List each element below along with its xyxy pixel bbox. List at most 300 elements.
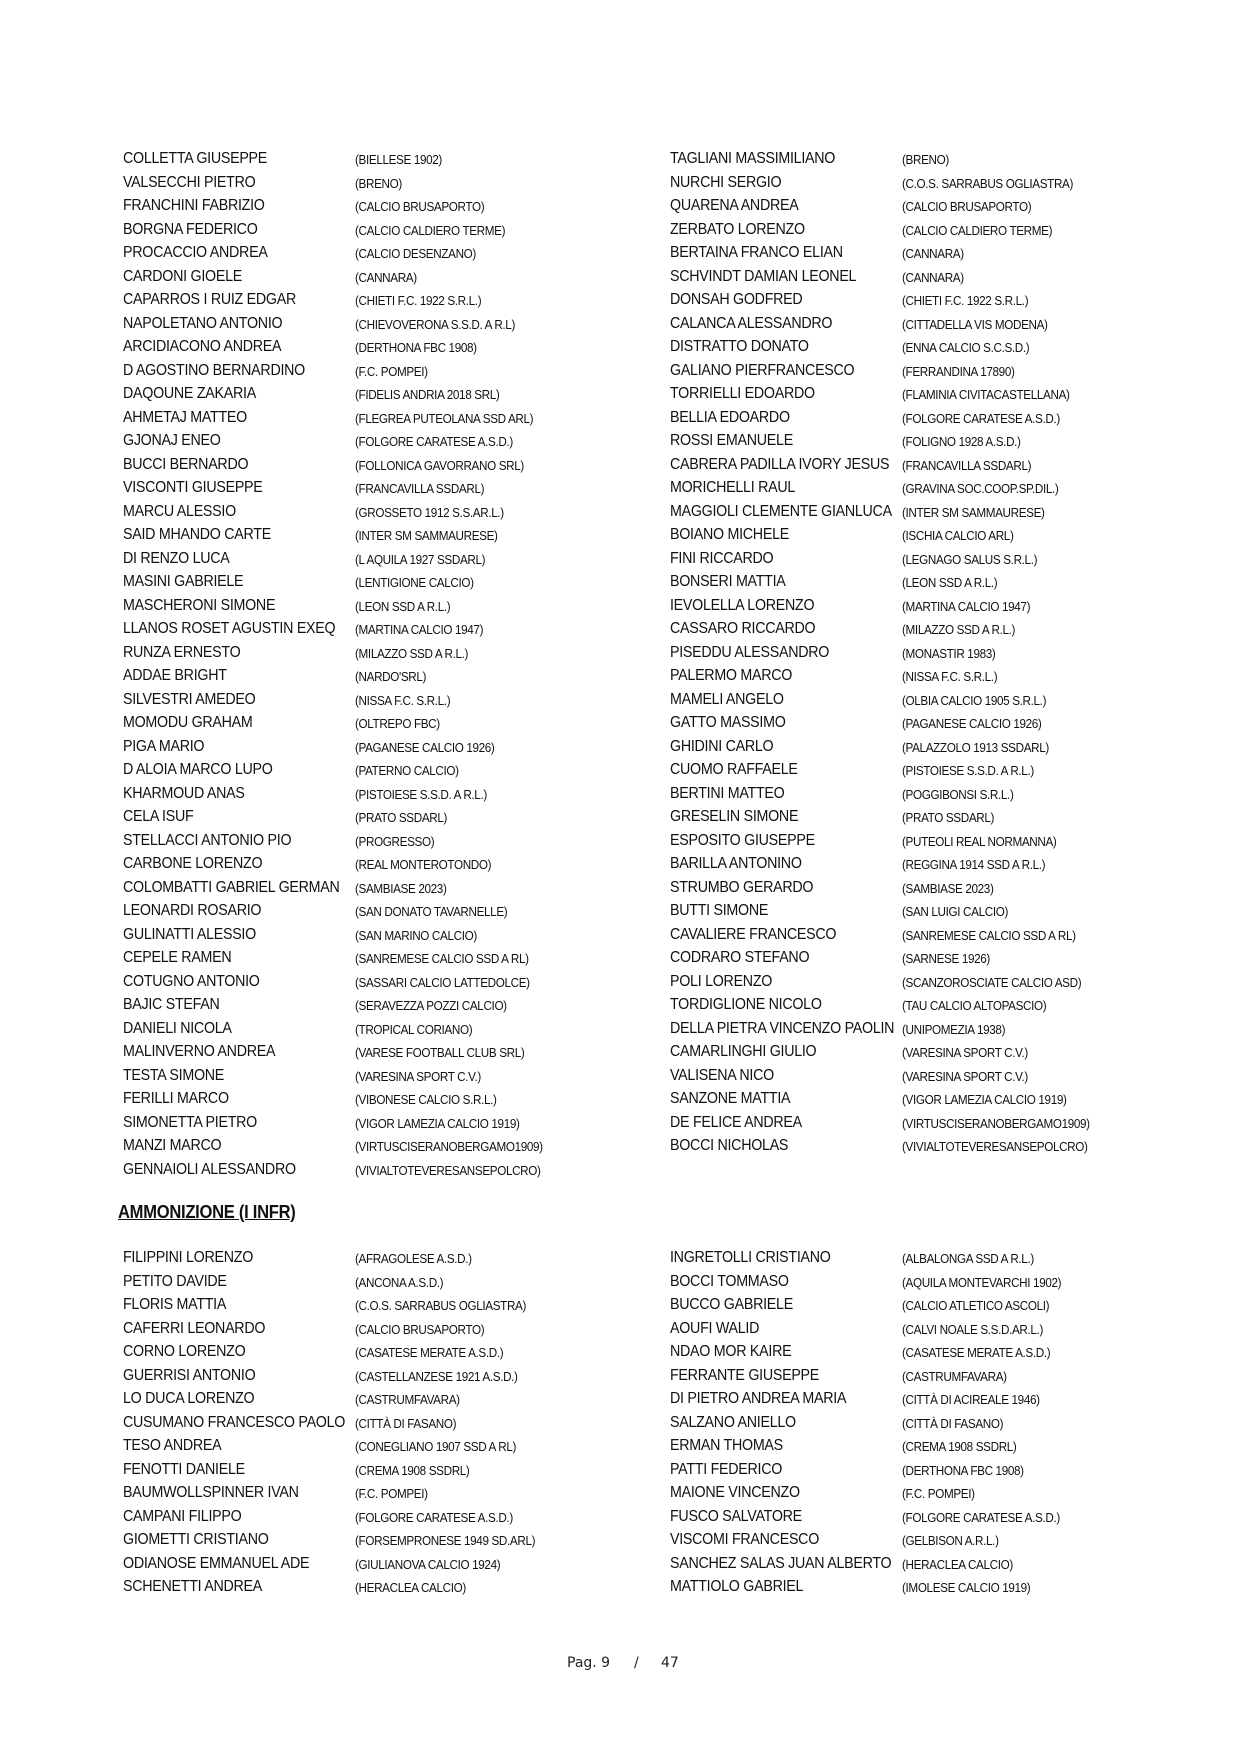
list-item: [670, 994, 1210, 1018]
club-name: (DERTHONA FBC 1908): [902, 1462, 1024, 1478]
player-name: D AGOSTINO BERNARDINO: [123, 361, 305, 379]
player-name: NDAO MOR KAIRE: [670, 1343, 792, 1360]
club-name: (MARTINA CALCIO 1947): [902, 598, 1031, 614]
club-name: (SANREMESE CALCIO SSD A RL): [902, 927, 1076, 943]
player-name: VISCOMI FRANCESCO: [670, 1531, 820, 1548]
club-name: (OLTREPO FBC): [355, 716, 440, 731]
list-item: [123, 571, 663, 595]
club-name: (CANNARA): [902, 246, 964, 261]
club-name: (SAN DONATO TAVARNELLE): [355, 904, 508, 919]
club-name: (LEGNAGO SALUS S.R.L.): [902, 551, 1038, 567]
list-item: [670, 1341, 1210, 1365]
club-name: (NISSA F.C. S.R.L.): [902, 669, 998, 684]
list-item: [123, 947, 663, 971]
player-name: MALINVERNO ANDREA: [123, 1043, 276, 1060]
player-name: CUOMO RAFFAELE: [670, 761, 798, 778]
player-name: SANCHEZ SALAS JUAN ALBERTO: [670, 1554, 892, 1572]
list-item: [670, 1294, 1210, 1318]
list-item: [123, 242, 663, 266]
club-name: (HERACLEA CALCIO): [902, 1556, 1013, 1572]
player-name: NAPOLETANO ANTONIO: [123, 314, 283, 332]
player-name: MAIONE VINCENZO: [670, 1484, 800, 1501]
player-name: BARILLA ANTONINO: [670, 855, 802, 872]
player-name: CASSARO RICCARDO: [670, 620, 816, 637]
player-name: BORGNA FEDERICO: [123, 220, 258, 238]
club-name: (C.O.S. SARRABUS OGLIASTRA): [355, 1298, 527, 1313]
club-name: (GIULIANOVA CALCIO 1924): [355, 1556, 501, 1572]
player-name: DELLA PIETRA VINCENZO PAOLIN: [670, 1019, 895, 1037]
player-name: PALERMO MARCO: [670, 667, 793, 684]
list-item: [670, 1247, 1210, 1271]
list-item: [670, 360, 1210, 384]
list-item: [670, 1506, 1210, 1530]
club-name: (PROGRESSO): [355, 833, 435, 849]
list-item: [123, 1365, 663, 1389]
player-name: MARCU ALESSIO: [123, 502, 236, 520]
player-name: PROCACCIO ANDREA: [123, 244, 268, 261]
player-name: MANZI MARCO: [123, 1137, 222, 1154]
player-name: DONSAH GODFRED: [670, 291, 803, 308]
list-item: [670, 383, 1210, 407]
list-item: [123, 1112, 663, 1136]
list-item: [670, 1112, 1210, 1136]
player-name: VISCONTI GIUSEPPE: [123, 479, 263, 496]
player-name: BOCCI TOMMASO: [670, 1272, 789, 1290]
club-name: (CASTELLANZESE 1921 A.S.D.): [355, 1368, 518, 1384]
list-item: [123, 219, 663, 243]
club-name: (PRATO SSDARL): [355, 810, 448, 825]
list-item: [123, 1412, 663, 1436]
player-name: GULINATTI ALESSIO: [123, 925, 256, 943]
club-name: (L AQUILA 1927 SSDARL): [355, 551, 486, 567]
list-item: [670, 1459, 1210, 1483]
player-name: BOCCI NICHOLAS: [670, 1137, 789, 1154]
player-name: CALANCA ALESSANDRO: [670, 314, 833, 332]
club-name: (DERTHONA FBC 1908): [355, 340, 477, 355]
player-name: PETITO DAVIDE: [123, 1272, 227, 1290]
player-name: DI PIETRO ANDREA MARIA: [670, 1390, 847, 1407]
club-name: (CONEGLIANO 1907 SSD A RL): [355, 1439, 517, 1454]
list-item: [123, 971, 663, 995]
player-name: LLANOS ROSET AGUSTIN EXEQ: [123, 620, 336, 637]
club-name: (IMOLESE CALCIO 1919): [902, 1580, 1031, 1595]
club-name: (LEON SSD A R.L.): [902, 575, 998, 590]
player-name: BUCCO GABRIELE: [670, 1296, 793, 1313]
player-name: DAQOUNE ZAKARIA: [123, 385, 256, 402]
list-item: [670, 195, 1210, 219]
list-item: [123, 665, 663, 689]
club-name: (SAMBIASE 2023): [902, 880, 994, 896]
list-item: [123, 289, 663, 313]
club-name: (AQUILA MONTEVARCHI 1902): [902, 1274, 1062, 1290]
list-item: [670, 571, 1210, 595]
player-name: FRANCHINI FABRIZIO: [123, 197, 265, 214]
player-name: PIGA MARIO: [123, 737, 205, 755]
club-name: (HERACLEA CALCIO): [355, 1580, 466, 1595]
player-name: SCHVINDT DAMIAN LEONEL: [670, 267, 857, 285]
list-item: [123, 736, 663, 760]
list-item: [670, 971, 1210, 995]
list-item: [123, 1294, 663, 1318]
player-name: CARDONI GIOELE: [123, 267, 242, 285]
player-name: MAGGIOLI CLEMENTE GIANLUCA: [670, 502, 892, 520]
list-item: [670, 1553, 1210, 1577]
list-item: [670, 689, 1210, 713]
page-number: Pag. 9: [567, 1655, 611, 1671]
player-name: DI RENZO LUCA: [123, 549, 230, 567]
list-item: [670, 1529, 1210, 1553]
list-item: [123, 1159, 663, 1183]
club-name: (CALCIO CALDIERO TERME): [355, 222, 506, 238]
player-name: POLI LORENZO: [670, 972, 773, 990]
club-name: (CANNARA): [902, 269, 964, 285]
list-item: [670, 783, 1210, 807]
club-name: (CASATESE MERATE A.S.D.): [355, 1345, 504, 1360]
player-name: IEVOLELLA LORENZO: [670, 596, 815, 614]
club-name: (OLBIA CALCIO 1905 S.R.L.): [902, 692, 1047, 708]
club-name: (FLEGREA PUTEOLANA SSD ARL): [355, 410, 534, 426]
club-name: (MONASTIR 1983): [902, 645, 996, 661]
player-name: KHARMOUD ANAS: [123, 784, 245, 802]
list-item: [670, 642, 1210, 666]
club-name: (MARTINA CALCIO 1947): [355, 622, 484, 637]
club-name: (ENNA CALCIO S.C.S.D.): [902, 340, 1030, 355]
list-item: [123, 1459, 663, 1483]
player-name: FILIPPINI LORENZO: [123, 1249, 254, 1266]
player-name: TORRIELLI EDOARDO: [670, 385, 815, 402]
player-name: LO DUCA LORENZO: [123, 1390, 255, 1407]
list-item: [670, 148, 1210, 172]
club-name: (TAU CALCIO ALTOPASCIO): [902, 998, 1047, 1013]
list-item: [670, 1482, 1210, 1506]
list-item: [123, 1247, 663, 1271]
club-name: (SAN MARINO CALCIO): [355, 927, 477, 943]
club-name: (PATERNO CALCIO): [355, 763, 459, 778]
list-item: [670, 924, 1210, 948]
player-name: FUSCO SALVATORE: [670, 1507, 802, 1525]
player-name: MOMODU GRAHAM: [123, 714, 253, 731]
club-name: (C.O.S. SARRABUS OGLIASTRA): [902, 175, 1074, 191]
list-column-left: [123, 148, 663, 1182]
club-name: (CHIETI F.C. 1922 S.R.L.): [355, 293, 482, 308]
list-item: [123, 1529, 663, 1553]
player-name: AOUFI WALID: [670, 1319, 760, 1337]
player-name: CORNO LORENZO: [123, 1343, 246, 1360]
player-name: BERTAINA FRANCO ELIAN: [670, 244, 843, 261]
list-item: [670, 501, 1210, 525]
list-item: [670, 1365, 1210, 1389]
player-name: PISEDDU ALESSANDRO: [670, 643, 830, 661]
club-name: (CASTRUMFAVARA): [902, 1368, 1007, 1384]
player-name: BUCCI BERNARDO: [123, 455, 249, 473]
list-item: [123, 595, 663, 619]
player-name: SANZONE MATTIA: [670, 1090, 791, 1107]
club-name: (NARDO'SRL): [355, 669, 427, 684]
list-item: [670, 1576, 1210, 1600]
club-name: (POGGIBONSI S.R.L.): [902, 786, 1014, 802]
list-item: [123, 1388, 663, 1412]
player-name: QUARENA ANDREA: [670, 197, 799, 214]
list-item: [670, 1412, 1210, 1436]
player-name: SCHENETTI ANDREA: [123, 1578, 263, 1595]
club-name: (CALCIO ATLETICO ASCOLI): [902, 1298, 1050, 1313]
list-item: [123, 618, 663, 642]
list-item: [670, 524, 1210, 548]
player-name: CAVALIERE FRANCESCO: [670, 925, 837, 943]
list-item: [670, 289, 1210, 313]
list-item: [123, 1576, 663, 1600]
list-item: [670, 1018, 1210, 1042]
list-item: [123, 1553, 663, 1577]
list-item: [123, 1318, 663, 1342]
list-item: [123, 313, 663, 337]
page-total: 47: [661, 1655, 679, 1671]
player-name: DE FELICE ANDREA: [670, 1113, 802, 1131]
club-name: (GRAVINA SOC.COOP.SP.DIL.): [902, 481, 1059, 496]
club-name: (REGGINA 1914 SSD A R.L.): [902, 857, 1046, 872]
list-item: [123, 524, 663, 548]
club-name: (CITTÀ DI FASANO): [355, 1415, 457, 1431]
club-name: (MILAZZO SSD A R.L.): [355, 645, 469, 661]
player-name: TESO ANDREA: [123, 1437, 222, 1454]
list-item: [670, 1435, 1210, 1459]
club-name: (PRATO SSDARL): [902, 810, 995, 825]
club-name: (CREMA 1908 SSDRL): [902, 1439, 1017, 1454]
list-item: [123, 360, 663, 384]
club-name: (SANREMESE CALCIO SSD A RL): [355, 951, 529, 966]
club-name: (FOLGORE CARATESE A.S.D.): [355, 1509, 513, 1525]
list-item: [670, 1041, 1210, 1065]
list-item: [670, 830, 1210, 854]
club-name: (PUTEOLI REAL NORMANNA): [902, 833, 1057, 849]
club-name: (CITTÀ DI ACIREALE 1946): [902, 1392, 1040, 1407]
list-item: [123, 1018, 663, 1042]
list-item: [670, 336, 1210, 360]
club-name: (FERRANDINA 17890): [902, 363, 1015, 379]
club-name: (VIRTUSCISERANOBERGAMO1909): [355, 1139, 543, 1154]
club-name: (PISTOIESE S.S.D. A R.L.): [902, 763, 1034, 778]
list-item: [670, 172, 1210, 196]
player-name: AHMETAJ MATTEO: [123, 408, 247, 426]
list-item: [670, 877, 1210, 901]
player-name: TORDIGLIONE NICOLO: [670, 996, 822, 1013]
club-name: (ANCONA A.S.D.): [355, 1274, 444, 1290]
list-item: [670, 595, 1210, 619]
list-item: [670, 219, 1210, 243]
list-item: [123, 1088, 663, 1112]
club-name: (ALBALONGA SSD A R.L.): [902, 1251, 1034, 1266]
player-name: FLORIS MATTIA: [123, 1296, 227, 1313]
club-name: (VARESINA SPORT C.V.): [902, 1068, 1028, 1084]
list-item: [123, 900, 663, 924]
list-item: [123, 1435, 663, 1459]
list-item: [670, 548, 1210, 572]
player-name: CAPARROS I RUIZ EDGAR: [123, 291, 297, 308]
club-name: (PISTOIESE S.S.D. A R.L.): [355, 786, 487, 802]
club-name: (VARESINA SPORT C.V.): [902, 1045, 1028, 1060]
player-name: ADDAE BRIGHT: [123, 667, 227, 684]
list-item: [670, 407, 1210, 431]
player-name: CARBONE LORENZO: [123, 855, 263, 872]
player-name: MORICHELLI RAUL: [670, 479, 796, 496]
list-item: [123, 407, 663, 431]
club-name: (CALCIO BRUSAPORTO): [902, 199, 1032, 214]
club-name: (FOLLONICA GAVORRANO SRL): [355, 457, 524, 473]
player-name: ESPOSITO GIUSEPPE: [670, 831, 815, 849]
player-name: FERRANTE GIUSEPPE: [670, 1366, 820, 1384]
player-name: LEONARDI ROSARIO: [123, 902, 262, 919]
player-name: SILVESTRI AMEDEO: [123, 690, 256, 708]
club-name: (SARNESE 1926): [902, 951, 990, 966]
player-name: TAGLIANI MASSIMILIANO: [670, 150, 836, 167]
list-item: [670, 242, 1210, 266]
list-item: [123, 1041, 663, 1065]
club-name: (NISSA F.C. S.R.L.): [355, 692, 451, 708]
player-name: ODIANOSE EMMANUEL ADE: [123, 1554, 310, 1572]
club-name: (CALCIO BRUSAPORTO): [355, 1321, 485, 1337]
club-name: (CITTADELLA VIS MODENA): [902, 316, 1048, 332]
list-column-right: [670, 148, 1210, 1159]
list-item: [670, 900, 1210, 924]
list-item: [123, 148, 663, 172]
list-item: [670, 665, 1210, 689]
player-name: VALSECCHI PIETRO: [123, 173, 256, 191]
player-name: BONSERI MATTIA: [670, 573, 786, 590]
player-name: ZERBATO LORENZO: [670, 220, 805, 238]
player-name: COLLETTA GIUSEPPE: [123, 150, 268, 167]
player-name: MASCHERONI SIMONE: [123, 596, 276, 614]
club-name: (FLAMINIA CIVITACASTELLANA): [902, 387, 1070, 402]
list-item: [123, 1271, 663, 1295]
list-column-left: [123, 1247, 663, 1600]
club-name: (VIVIALTOTEVERESANSEPOLCRO): [355, 1162, 541, 1178]
list-item: [123, 877, 663, 901]
list-item: [670, 430, 1210, 454]
player-name: BELLIA EDOARDO: [670, 408, 790, 426]
club-name: (VARESINA SPORT C.V.): [355, 1068, 481, 1084]
club-name: (PALAZZOLO 1913 SSDARL): [902, 739, 1049, 755]
list-item: [123, 853, 663, 877]
player-name: BUTTI SIMONE: [670, 902, 769, 919]
club-name: (BIELLESE 1902): [355, 152, 442, 167]
list-item: [123, 1482, 663, 1506]
list-item: [670, 313, 1210, 337]
list-item: [123, 924, 663, 948]
player-name: MATTIOLO GABRIEL: [670, 1578, 804, 1595]
list-item: [670, 947, 1210, 971]
club-name: (FIDELIS ANDRIA 2018 SRL): [355, 387, 500, 402]
club-name: (FOLGORE CARATESE A.S.D.): [902, 1509, 1060, 1525]
club-name: (MILAZZO SSD A R.L.): [902, 622, 1016, 637]
club-name: (LENTIGIONE CALCIO): [355, 575, 474, 590]
list-item: [670, 712, 1210, 736]
club-name: (SCANZOROSCIATE CALCIO ASD): [902, 974, 1082, 990]
player-name: GALIANO PIERFRANCESCO: [670, 361, 855, 379]
club-name: (CHIETI F.C. 1922 S.R.L.): [902, 293, 1029, 308]
player-name: GHIDINI CARLO: [670, 737, 774, 755]
player-name: BAUMWOLLSPINNER IVAN: [123, 1484, 299, 1501]
player-name: GRESELIN SIMONE: [670, 808, 799, 825]
list-item: [123, 1341, 663, 1365]
list-item: [670, 1271, 1210, 1295]
player-name: DISTRATTO DONATO: [670, 338, 809, 355]
list-item: [123, 454, 663, 478]
player-name: RUNZA ERNESTO: [123, 643, 241, 661]
player-name: FERILLI MARCO: [123, 1090, 229, 1107]
player-name: COLOMBATTI GABRIEL GERMAN: [123, 878, 340, 896]
club-name: (CHIEVOVERONA S.S.D. A R.L): [355, 316, 515, 332]
list-item: [123, 1065, 663, 1089]
player-name: CAMARLINGHI GIULIO: [670, 1043, 817, 1060]
player-name: FENOTTI DANIELE: [123, 1460, 245, 1478]
club-name: (FOLIGNO 1928 A.S.D.): [902, 434, 1021, 449]
list-item: [123, 266, 663, 290]
club-name: (REAL MONTEROTONDO): [355, 857, 492, 872]
club-name: (CALVI NOALE S.S.D.AR.L.): [902, 1321, 1043, 1337]
club-name: (VIRTUSCISERANOBERGAMO1909): [902, 1115, 1090, 1131]
club-name: (SAN LUIGI CALCIO): [902, 904, 1009, 919]
player-name: COTUGNO ANTONIO: [123, 972, 260, 990]
section-heading: AMMONIZIONE (I INFR): [118, 1202, 296, 1222]
club-name: (TROPICAL CORIANO): [355, 1021, 473, 1037]
club-name: (VIVIALTOTEVERESANSEPOLCRO): [902, 1139, 1088, 1154]
player-name: D ALOIA MARCO LUPO: [123, 761, 273, 778]
player-name: DANIELI NICOLA: [123, 1019, 232, 1037]
list-item: [123, 195, 663, 219]
list-item: [670, 759, 1210, 783]
list-item: [123, 1135, 663, 1159]
club-name: (BRENO): [355, 175, 402, 191]
club-name: (FORSEMPRONESE 1949 SD.ARL): [355, 1533, 536, 1548]
list-item: [123, 430, 663, 454]
list-item: [670, 806, 1210, 830]
list-item: [123, 501, 663, 525]
club-name: (INTER SM SAMMAURESE): [902, 504, 1045, 520]
player-name: VALISENA NICO: [670, 1066, 774, 1084]
player-name: GJONAJ ENEO: [123, 432, 221, 449]
player-name: STRUMBO GERARDO: [670, 878, 814, 896]
player-name: ARCIDIACONO ANDREA: [123, 338, 282, 355]
list-item: [670, 853, 1210, 877]
list-item: [670, 266, 1210, 290]
list-column-right: [670, 1247, 1210, 1600]
player-name: SIMONETTA PIETRO: [123, 1113, 257, 1131]
club-name: (VIGOR LAMEZIA CALCIO 1919): [355, 1115, 520, 1131]
list-item: [123, 172, 663, 196]
list-item: [123, 712, 663, 736]
club-name: (GELBISON A.R.L.): [902, 1533, 999, 1548]
club-name: (F.C. POMPEI): [355, 1486, 428, 1501]
club-name: (F.C. POMPEI): [355, 363, 428, 379]
club-name: (ISCHIA CALCIO ARL): [902, 528, 1014, 543]
player-name: FINI RICCARDO: [670, 549, 774, 567]
player-name: GATTO MASSIMO: [670, 714, 786, 731]
player-name: CODRARO STEFANO: [670, 949, 810, 966]
club-name: (VIBONESE CALCIO S.R.L.): [355, 1092, 497, 1107]
list-item: [670, 1388, 1210, 1412]
player-name: CAMPANI FILIPPO: [123, 1507, 242, 1525]
list-item: [123, 548, 663, 572]
club-name: (F.C. POMPEI): [902, 1486, 975, 1501]
list-item: [670, 1135, 1210, 1159]
club-name: (AFRAGOLESE A.S.D.): [355, 1251, 472, 1266]
player-name: INGRETOLLI CRISTIANO: [670, 1249, 831, 1266]
player-name: NURCHI SERGIO: [670, 173, 782, 191]
player-name: CUSUMANO FRANCESCO PAOLO: [123, 1413, 346, 1431]
club-name: (FOLGORE CARATESE A.S.D.): [902, 410, 1060, 426]
club-name: (VARESE FOOTBALL CLUB SRL): [355, 1045, 525, 1060]
player-name: CELA ISUF: [123, 808, 194, 825]
